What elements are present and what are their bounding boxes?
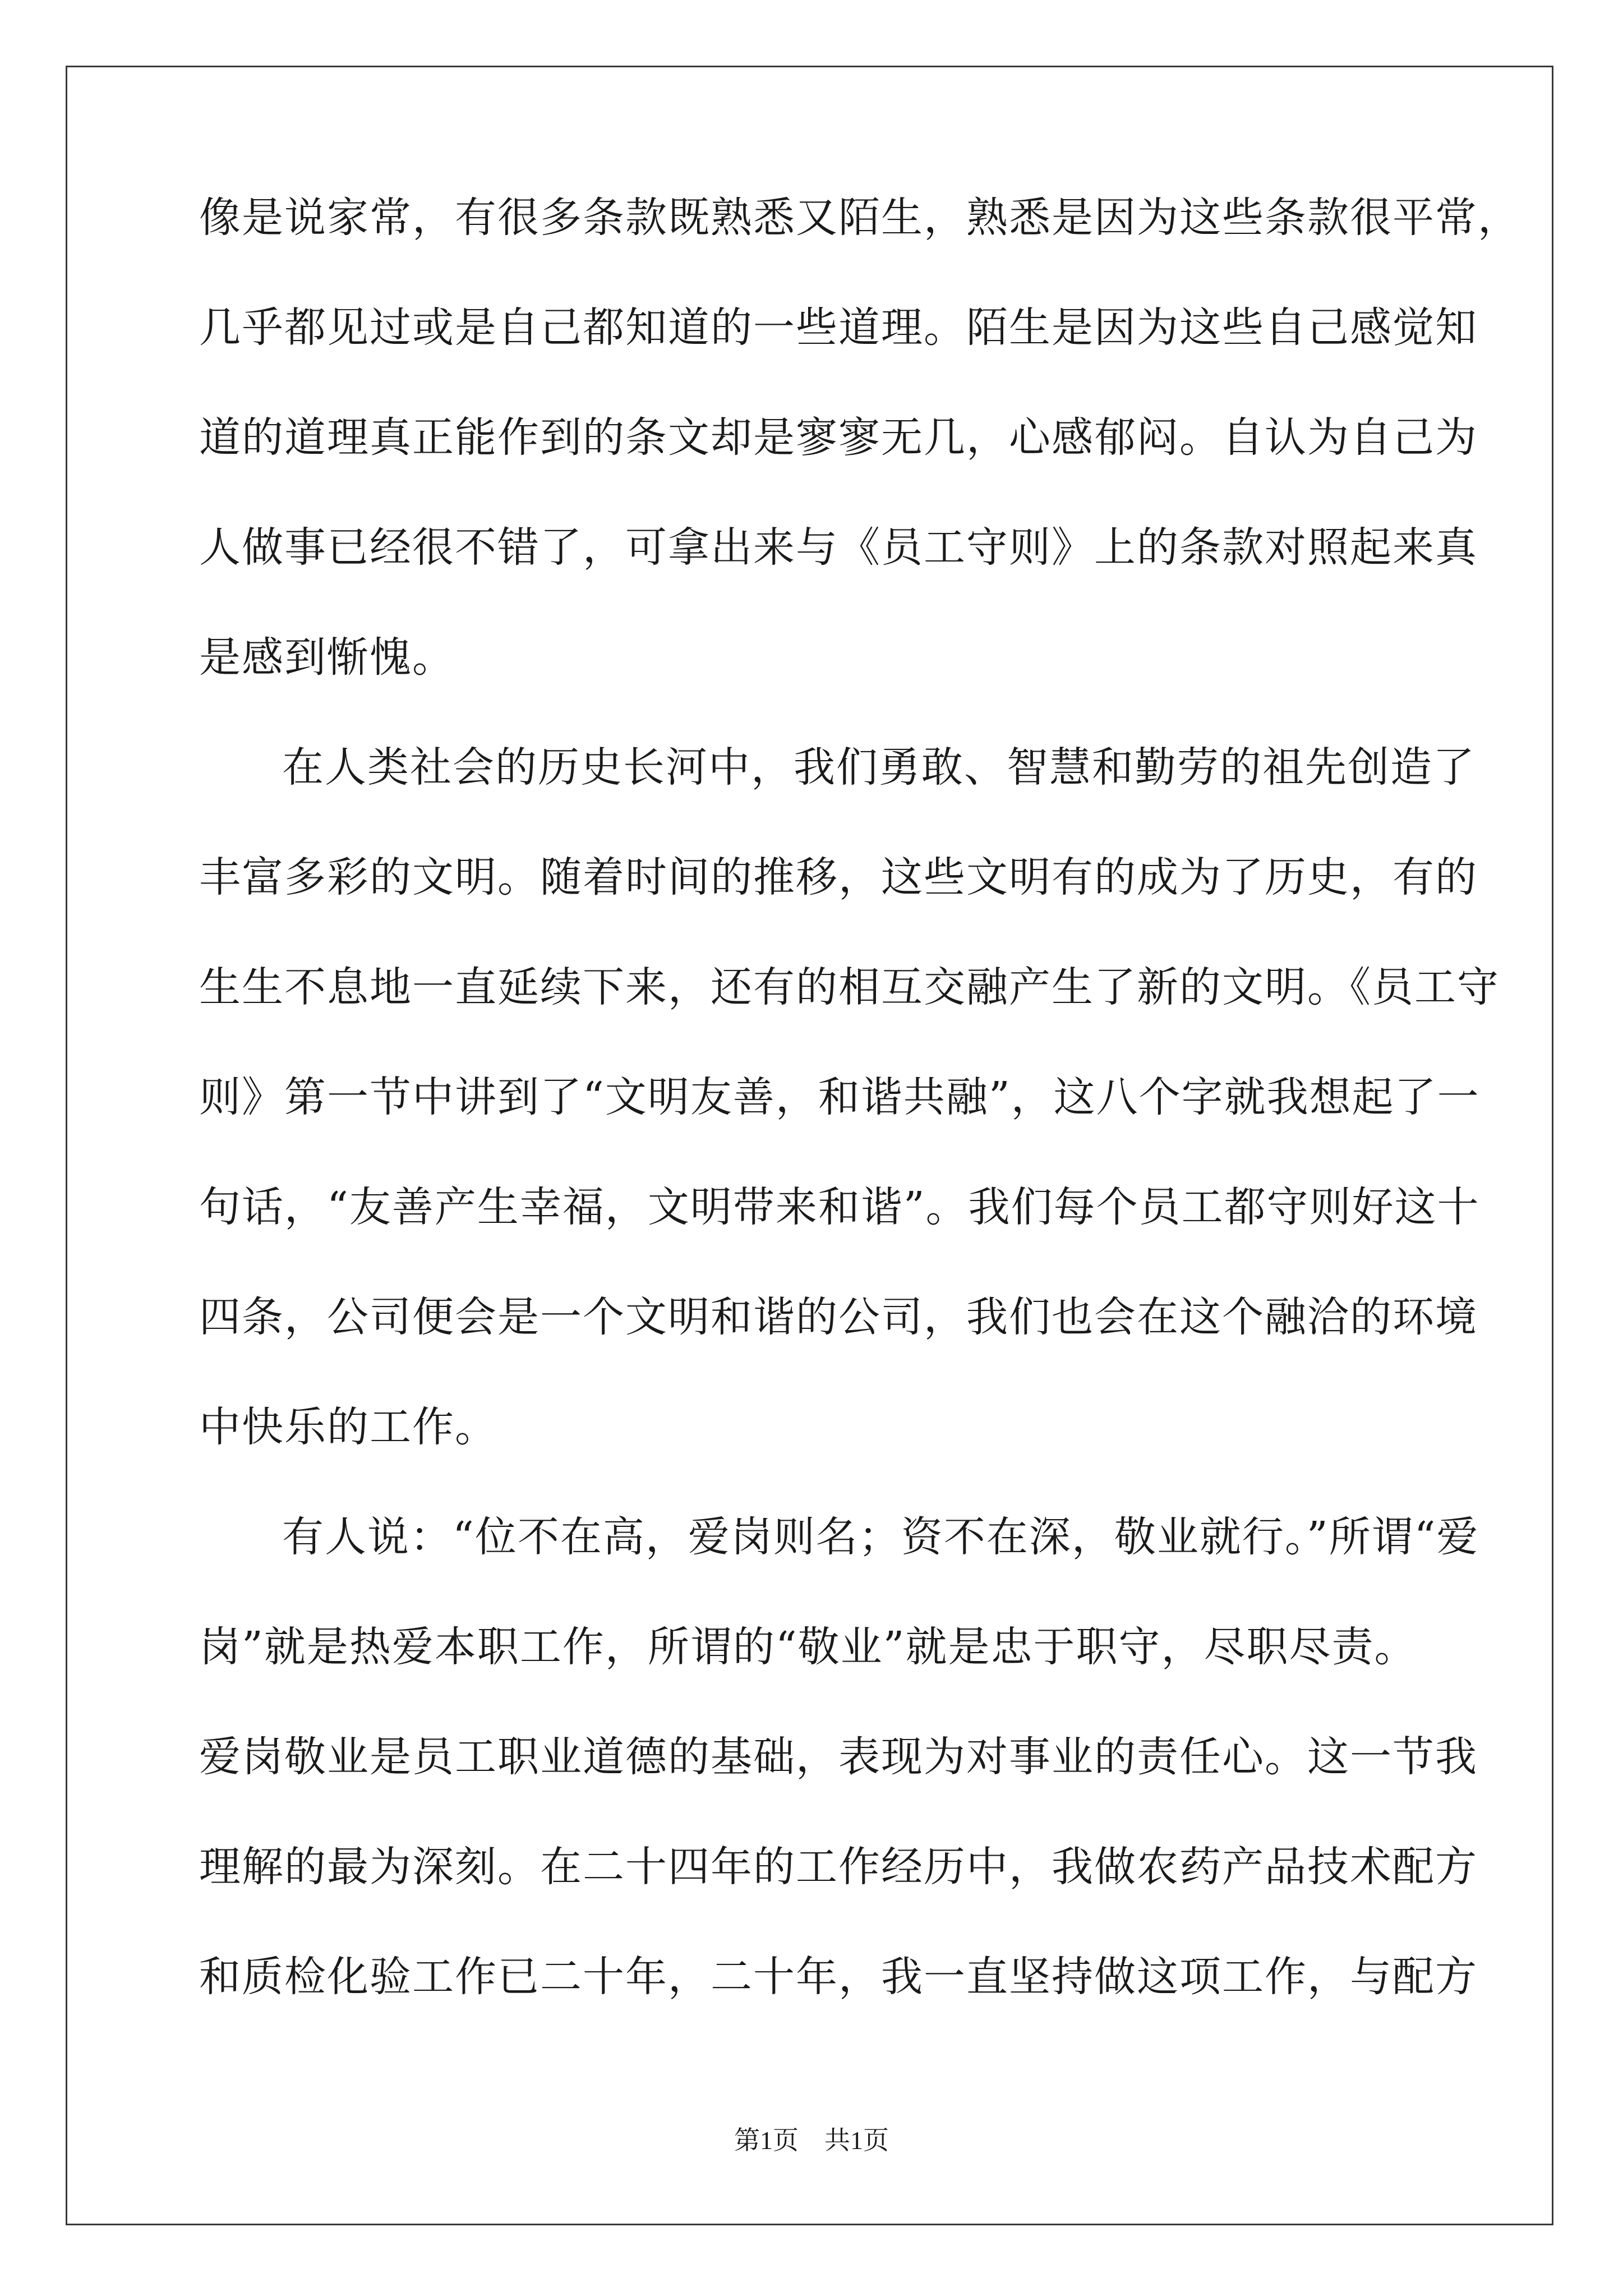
- text-line: 道的道理真正能作到的条文却是寥寥无几，心感郁闷。自认为自己为: [199, 413, 1478, 462]
- text-line: 岗”就是热爱本职工作，所谓的“敬业”就是忠于职守，尽职尽责。: [199, 1623, 1417, 1671]
- paragraph-start-line: 在人类社会的历史长河中，我们勇敢、智慧和勤劳的祖先创造了: [282, 743, 1476, 792]
- text-line: 爱岗敬业是员工职业道德的基础，表现为对事业的责任心。这一节我: [199, 1733, 1478, 1781]
- text-line: 则》第一节中讲到了“文明友善，和谐共融”，这八个字就我想起了一: [199, 1073, 1480, 1121]
- document-body: [199, 163, 1520, 2032]
- text-line: 像是说家常，有很多条款既熟悉又陌生，熟悉是因为这些条款很平常，: [199, 194, 1520, 242]
- text-line: 丰富多彩的文明。随着时间的推移，这些文明有的成为了历史，有的: [199, 853, 1478, 901]
- text-line: 和质检化验工作已二十年，二十年，我一直坚持做这项工作，与配方: [199, 1953, 1478, 2001]
- page-footer: [0, 2124, 1623, 2157]
- paragraph-start-line: 有人说：“位不在高，爱岗则名；资不在深，敬业就行。”所谓“爱: [282, 1513, 1479, 1561]
- text-line: 句话，“友善产生幸福，文明带来和谐”。我们每个员工都守则好这十: [199, 1183, 1480, 1231]
- text-line: 人做事已经很不错了，可拿出来与《员工守则》上的条款对照起来真: [199, 523, 1478, 572]
- text-line: 中快乐的工作。: [199, 1403, 497, 1451]
- text-line: 理解的最为深刻。在二十四年的工作经历中，我做农药产品技术配方: [199, 1843, 1478, 1891]
- text-line: 四条，公司便会是一个文明和谐的公司，我们也会在这个融洽的环境: [199, 1293, 1478, 1341]
- text-line: 生生不息地一直延续下来，还有的相互交融产生了新的文明。《员工守: [199, 963, 1500, 1011]
- page-number-label: 第1页 共1页: [734, 2126, 889, 2155]
- text-line: 几乎都见过或是自己都知道的一些道理。陌生是因为这些自己感觉知: [199, 303, 1478, 352]
- text-line: 是感到惭愧。: [199, 633, 455, 682]
